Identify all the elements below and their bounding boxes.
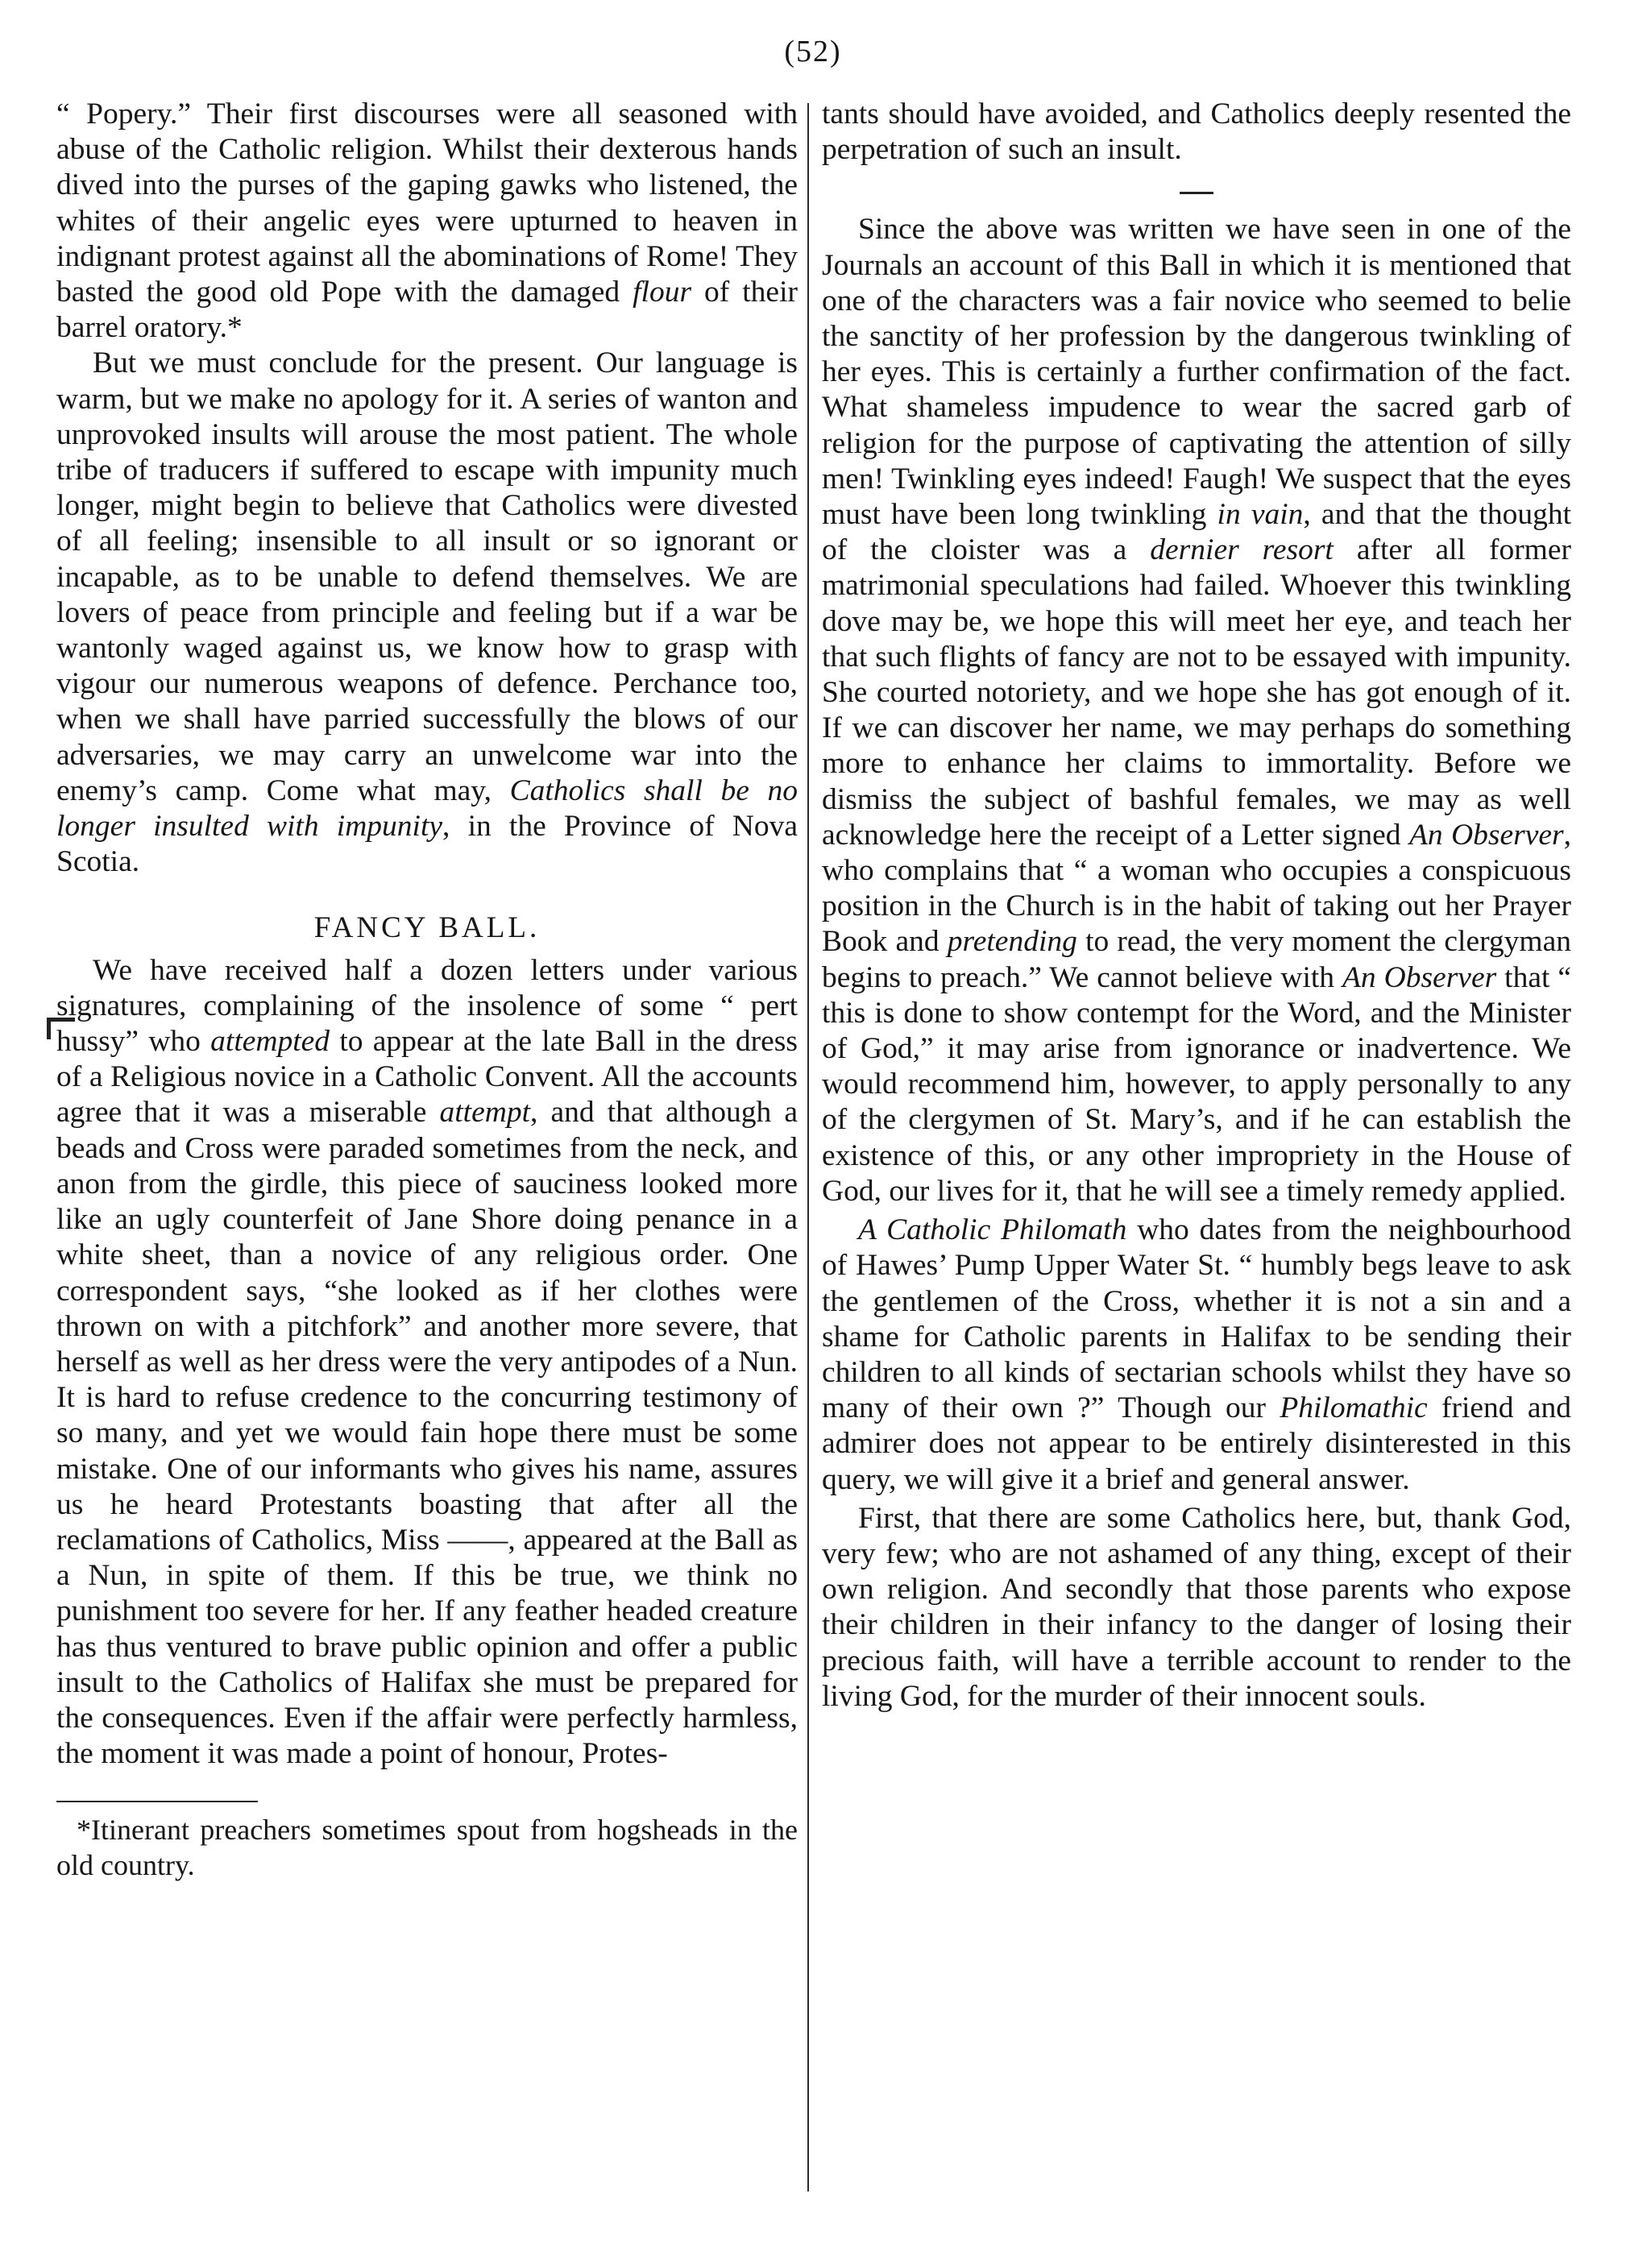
footnote: *Itinerant preachers sometimes spout from hogsheads in the old country. (56, 1814, 798, 1882)
column-divider (807, 103, 809, 2191)
paragraph-continuation: tants should have avoided, and Catholics deeply resented the perpetration of such an insult. (822, 97, 1571, 167)
section-title-fancy-ball: FANCY BALL. (313, 911, 541, 945)
left-column (56, 97, 798, 1883)
right-column (822, 97, 1571, 1714)
page-number: (52) (784, 35, 842, 68)
footnote-divider (56, 1801, 258, 1802)
section-divider (1180, 192, 1213, 194)
paragraph-philomath: A Catholic Philomath who dates from the neighbourhood of Hawes’ Pump Upper Water St. “ humbly begs leave to ask the gentlemen of the Cross, whether it is not a sin and a shame for Catholic parents in Halifax to be sending their children to all kinds of sectarian schools whilst they have so many of their own ?” Though our Philomathic friend and admirer does not appear to be entirely disinterested in this query, we will give it a brief and general answer. (822, 1213, 1571, 1496)
paragraph-fancy-ball: We have received half a dozen letters under various signatures, complaining of the insolence of some “ pert hussy” who attempted to appear at the late Ball in the dress of a Religious novice in a Catholic Convent. All the accounts agree that it was a miserable attempt, and that although a beads and Cross were paraded sometimes from the neck, and anon from the girdle, this piece of sauciness looked more like an ugly counterfeit of Jane Shore doing penance in a white sheet, than a novice of any religious order. One correspondent says, “she looked as if her clothes were thrown on with a pitchfork” and another more severe, that herself as well as her dress were the very antipodes of a Nun. It is hard to refuse credence to the concurring testimony of so many, and yet we would fain hope there must be some mistake. One of our informants who gives his name, assures us he heard Protestants boasting that after all the reclamations of Catholics, Miss ——, appeared at the Ball as a Nun, in spite of them. If this be true, we think no punishment too severe for her. If any feather headed creature has thus ventured to brave public opinion and offer a public insult to the Catholics of Halifax she must be prepared for the consequences. Even if the affair were perfectly harmless, the moment it was made a point of honour, Protes- (56, 953, 798, 1771)
paragraph-since-written: Since the above was written we have seen in one of the Journals an account of this Ball in which it is mentioned that one of the characters was a fair novice who seemed to belie the sanctity of her profession by the dangerous twinkling of her eyes. This is certainly a further confirmation of the fact. What shameless impudence to wear the sacred garb of religion for the purpose of captivating the attention of silly men! Twinkling eyes indeed! Faugh! We suspect that the eyes must have been long twinkling in vain, and that the thought of the cloister was a dernier resort after all former matrimonial speculations had failed. Whoever this twinkling dove may be, we hope this will meet her eye, and teach her that such flights of fancy are not to be essayed with impunity. She courted notoriety, and we hope she has got enough of it. If we can discover her name, we may perhaps do something more to enhance her claims to immortality. Before we dismiss the subject of bashful females, we may as well acknowledge here the receipt of a Letter signed An Observer, who complains that “ a woman who occupies a conspicuous position in the Church is in the habit of taking out her Prayer Book and pretending to read, the very moment the clergyman begins to preach.” We cannot believe with An Observer that “ this is done to show contempt for the Word, and the Minister of God,” it may arise from ignorance or inadvertence. We would recommend him, however, to apply personally to any of the clergymen of St. Mary’s, and if he can establish the existence of this, or any other impropriety in the House of God, our lives for it, that he will see a timely remedy applied. (822, 213, 1572, 1208)
section-bracket-mark (47, 1018, 75, 1039)
paragraph-answer: First, that there are some Catholics here, but, thank God, very few; who are not ashamed of any thing, except of their own religion. And secondly that those parents who expose their children in their infancy to the danger of losing their precious faith, will have a terrible account to render to the living God, for the murder of their innocent souls. (822, 1501, 1571, 1713)
paragraph-conclusion: But we must conclude for the present. Our language is warm, but we make no apology for it. A series of wanton and unprovoked insults will arouse the most patient. The whole tribe of traducers if suffered to escape with impunity much longer, might begin to believe that Catholics were divested of all feeling; insensible to all insult or so ignorant or incapable, as to be unable to defend themselves. We are lovers of peace from principle and feeling but if a war be wantonly waged against us, we know how to grasp with vigour our numerous weapons of defence. Perchance too, when we shall have parried successfully the blows of our adversaries, we may carry an unwelcome war into the enemy’s camp. Come what may, Catholics shall be no longer insulted with impunity, in the Province of Nova Scotia. (56, 346, 798, 879)
paragraph-popery: “ Popery.” Their first discourses were all seasoned with abuse of the Catholic religion. Whilst their dexterous hands dived into the purses of the gaping gawks who listened, the whites of their angelic eyes were upturned to heaven in indignant protest against all the abominations of Rome! They basted the good old Pope with the damaged flour of their barrel oratory.* (56, 97, 798, 345)
